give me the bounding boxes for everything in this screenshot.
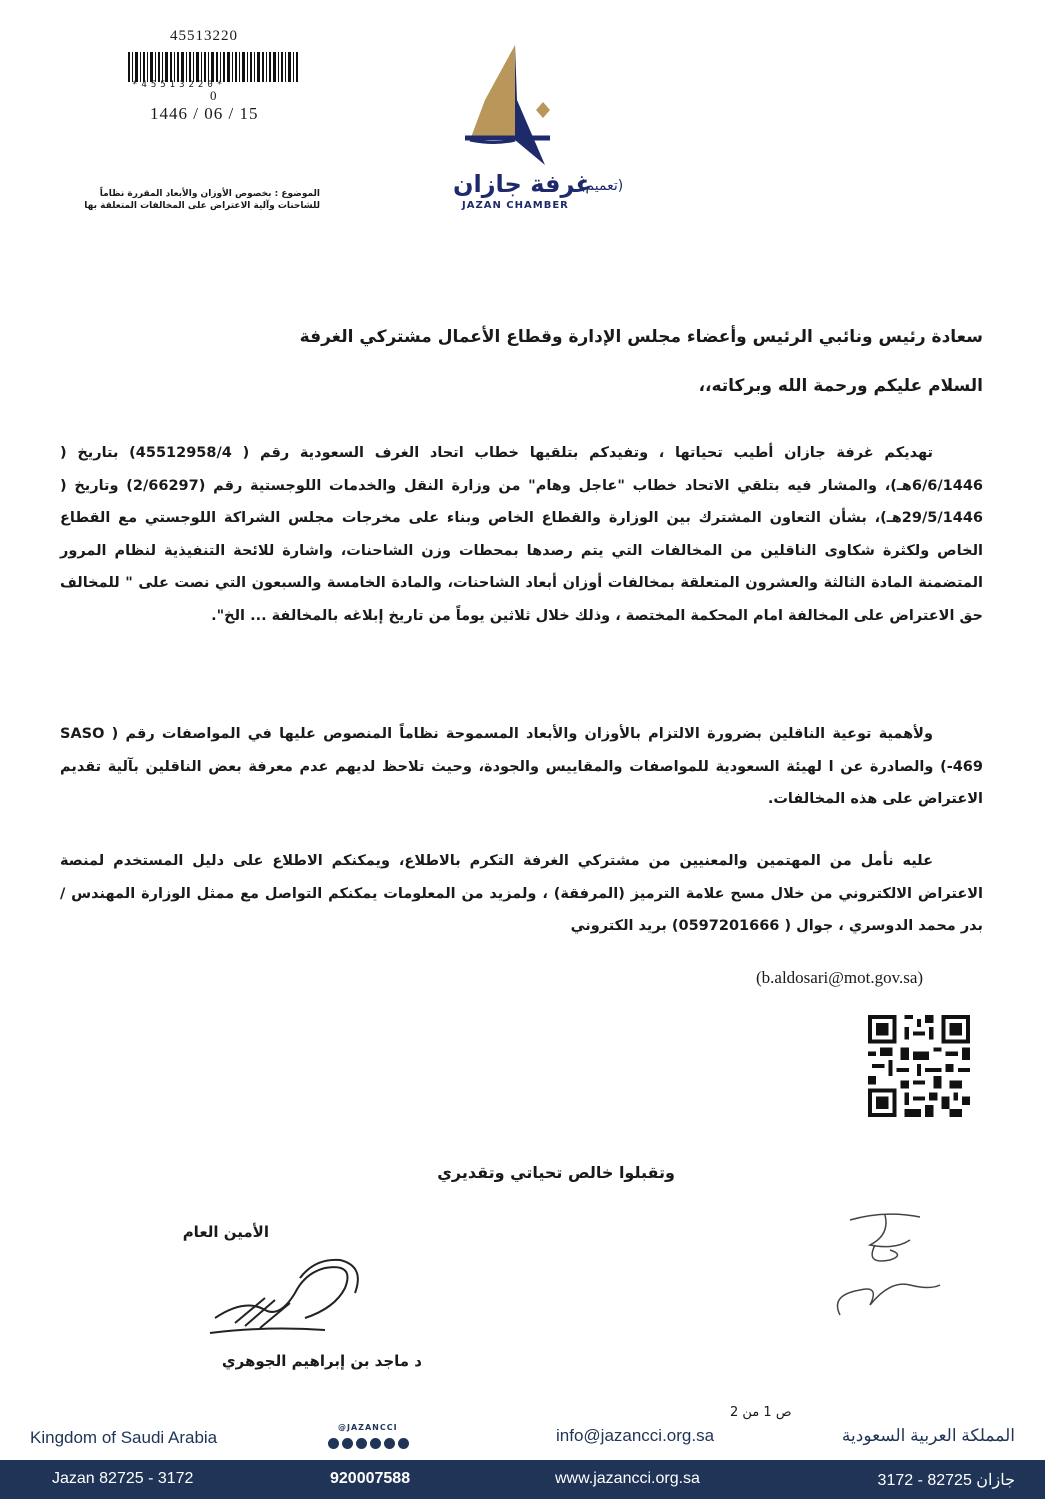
paraph-signature-icon — [820, 1205, 950, 1325]
footer-website[interactable]: www.jazancci.org.sa — [555, 1470, 700, 1487]
qr-code-icon[interactable] — [868, 1015, 970, 1117]
contact-email: (b.aldosari@mot.gov.sa) — [756, 968, 924, 987]
page-number: ص 1 من 2 — [730, 1405, 792, 1420]
twitter-icon[interactable] — [328, 1438, 339, 1449]
footer-phone[interactable]: 920007588 — [330, 1470, 411, 1487]
paragraph-3: عليه نأمل من المهتمين والمعنيين من مشتركي الغرفة التكرم بالاطلاع، ويمكنكم الاطلاع على دليل المستخدم لمنصة الاعتراض الالكتروني من خلال مسح علامة الترميز (المرفقة) ، ولمزيد من المعلومات يمكنكم التواصل مع ممثل الوزارة المهندس / بدر محمد الدوسري ، جوال ( 0597201666) بريد الكتروني — [60, 853, 983, 934]
jazan-chamber-logo-icon — [445, 40, 565, 180]
signature-icon — [205, 1248, 375, 1338]
letter-subject: الموضوع : بخصوص الأوزان والأبعاد المقررة نظاماً للشاحنات وآلية الاعتراض على المخالفات المتعلقة بها — [84, 189, 320, 211]
youtube-icon[interactable] — [370, 1438, 381, 1449]
social-icons-row — [328, 1434, 412, 1453]
footer-country-ar: المملكة العربية السعودية — [841, 1426, 1015, 1445]
signatory-name: د ماجد بن إبراهيم الجوهري — [221, 1352, 422, 1370]
circular-label: (تعميم) — [580, 178, 624, 194]
footer-bar — [0, 1460, 1045, 1499]
letter-greeting: السلام عليكم ورحمة الله وبركاته،، — [698, 376, 983, 396]
letter-addressee: سعادة رئيس ونائبي الرئيس وأعضاء مجلس الإدارة وقطاع الأعمال مشتركي الغرفة — [299, 327, 983, 347]
logo-arabic-text: غرفة جازان — [453, 170, 592, 198]
reference-date: 1446 / 06 / 15 — [150, 104, 259, 123]
footer-info-row — [0, 1420, 1045, 1460]
closing-line: وتقبلوا خالص تحياتي وتقديري — [437, 1163, 675, 1182]
barcode — [128, 52, 298, 82]
linkedin-icon[interactable] — [398, 1438, 409, 1449]
footer-email[interactable]: info@jazancci.org.sa — [556, 1426, 715, 1445]
footer-country-en: Kingdom of Saudi Arabia — [30, 1428, 218, 1447]
footer-address-ar: جازان 82725 - 3172 — [877, 1472, 1015, 1489]
barcode-number: 45513220 — [170, 28, 238, 44]
signatory-title: الأمين العام — [182, 1223, 269, 1241]
instagram-icon[interactable] — [342, 1438, 353, 1449]
social-handle[interactable]: @JAZANCCI — [338, 1423, 398, 1432]
barcode-caption: *45513220* — [132, 80, 227, 90]
barcode-zero: 0 — [210, 88, 217, 103]
snapchat-icon[interactable] — [384, 1438, 395, 1449]
paragraph-1: تهديكم غرفة جازان أطيب تحياتها ، وتفيدكم بتلقيها خطاب اتحاد الغرف السعودية رقم ( 45512958/4) بتاريخ ( 6/6/1446هـ)، والمشار فيه بتلقي الاتحاد خطاب "عاجل وهام" من وزارة النقل والخدمات اللوجستية رقم (2/66297) وتاريخ ( 29/5/1446هـ)، بشأن التعاون المشترك بين الوزارة والقطاع الخاص وبناء على مخرجات مجلس الشراكة اللوجستي مع القطاع الخاص ولكثرة شكاوى الناقلين من المخالفات التي يتم رصدها بمحطات وزن الشاحنات، واشارة للائحة التنفيذية لنظام المرور المتضمنة المادة الثالثة والعشرون المتعلقة بمخالفات أوزان أبعاد الشاحنات، والمادة الخامسة والسبعون التي نصت على " للمخالف حق الاعتراض على المخالفة امام المحكمة المختصة ، وذلك خلال ثلاثين يوماً من تاريخ إبلاغه بالمخالفة ... الخ". — [60, 445, 984, 624]
footer-address-en: Jazan 82725 - 3172 — [52, 1470, 194, 1487]
logo-english-text: JAZAN CHAMBER — [462, 200, 569, 211]
paragraph-2: ولأهمية توعية الناقلين بضرورة الالتزام بالأوزان والأبعاد المسموحة نظاماً المنصوص عليها في المواصفات رقم ( SASO -469) والصادرة عن ا لهيئة السعودية للمواصفات والمقاييس والجودة، وحيث تلاحظ لديهم عدم معرفة بعض الناقلين بآلية تقديم الاعتراض على هذه المخالفات. — [60, 726, 983, 807]
facebook-icon[interactable] — [356, 1438, 367, 1449]
